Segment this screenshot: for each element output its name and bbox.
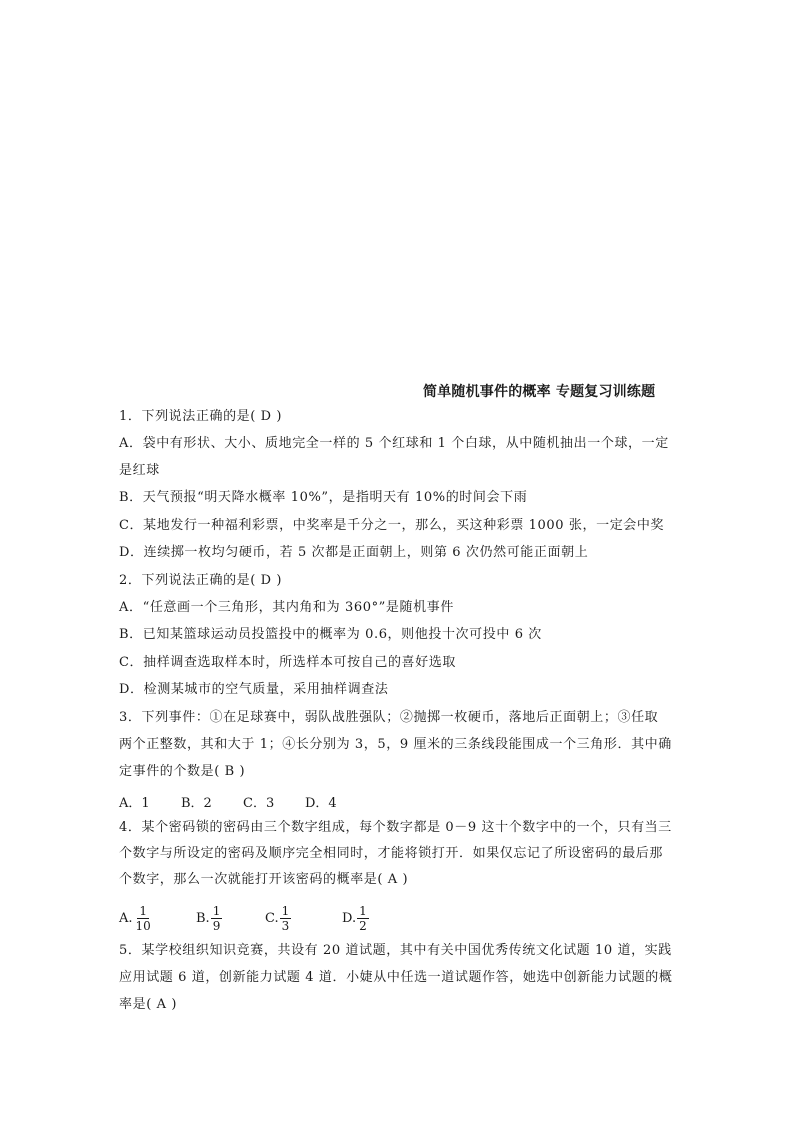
question-3-option-a: A．1	[119, 796, 150, 811]
question-3-options	[119, 792, 337, 811]
question-2-option-d: D．检测某城市的空气质量，采用抽样调查法	[119, 682, 389, 697]
question-2-option-b: B．已知某篮球运动员投篮投中的概率为 0.6，则他投十次可投中 6 次	[119, 627, 542, 642]
question-3-stem-cont: 两个正整数，其和大于 1；④长分别为 3，5，9 厘米的三条线段能围成一个三角形．其中确	[119, 737, 672, 752]
question-2-option-c: C．抽样调查选取样本时，所选样本可按自己的喜好选取	[119, 655, 456, 670]
question-4-option-b: B. $\frac{1}{9}$	[196, 903, 221, 933]
fraction: $\frac{1}{10}$	[135, 903, 151, 933]
question-1-option-c: C．某地发行一种福利彩票，中奖率是千分之一，那么，买这种彩票 1000 张，一定会中奖	[119, 518, 665, 533]
question-4-option-c: C. $\frac{1}{3}$	[265, 903, 290, 933]
fraction: $\frac{1}{3}$	[281, 903, 290, 933]
question-4-option-a: A. $\frac{1}{10}$	[119, 903, 151, 933]
fraction: $\frac{1}{2}$	[359, 903, 367, 933]
question-4-option-d: D. $\frac{1}{2}$	[342, 903, 367, 933]
question-2-option-a: A．“任意画一个三角形，其内角和为 360°”是随机事件	[119, 600, 454, 615]
question-1-option-b: B．天气预报“明天降水概率 10%”，是指明天有 10%的时间会下雨	[119, 490, 528, 505]
question-1-stem: 1．下列说法正确的是( D )	[119, 409, 283, 424]
question-5-stem-cont: 应用试题 6 道，创新能力试题 4 道．小婕从中任选一道试题作答，她选中创新能力试题的概	[119, 970, 673, 985]
fraction: $\frac{1}{9}$	[212, 903, 221, 933]
question-1-option-a: A．袋中有形状、大小、质地完全一样的 5 个红球和 1 个白球，从中随机抽出一个球，一定	[119, 436, 669, 451]
question-3-option-b: B．2	[181, 796, 212, 811]
question-4-stem-end: 个数字，那么一次就能打开该密码的概率是( A )	[119, 872, 409, 887]
question-3-stem: 3．下列事件：①在足球赛中，弱队战胜强队；②抛掷一枚硬币，落地后正面朝上；③任取	[119, 710, 659, 725]
question-3-stem-end: 定事件的个数是( B )	[119, 764, 246, 779]
question-3-option-c: C．3	[243, 796, 275, 811]
question-5-stem-end: 率是( A )	[119, 997, 177, 1012]
document-title: 简单随机事件的概率 专题复习训练题	[423, 384, 656, 400]
question-4-stem: 4．某个密码锁的密码由三个数字组成，每个数字都是 0－9 这十个数字中的一个，只有当三	[119, 820, 672, 835]
question-5-stem: 5．某学校组织知识竞赛，共设有 20 道试题，其中有关中国优秀传统文化试题 10 道，实践	[119, 943, 672, 958]
question-3-option-d: D．4	[305, 796, 337, 811]
question-1-option-d: D．连续掷一枚均匀硬币，若 5 次都是正面朝上，则第 6 次仍然可能正面朝上	[119, 545, 589, 560]
question-1-option-a-cont: 是红球	[119, 463, 160, 478]
question-4-stem-cont: 个数字与所设定的密码及顺序完全相同时，才能将锁打开．如果仅忘记了所设密码的最后那	[119, 846, 664, 861]
question-2-stem: 2．下列说法正确的是( D )	[119, 573, 283, 588]
